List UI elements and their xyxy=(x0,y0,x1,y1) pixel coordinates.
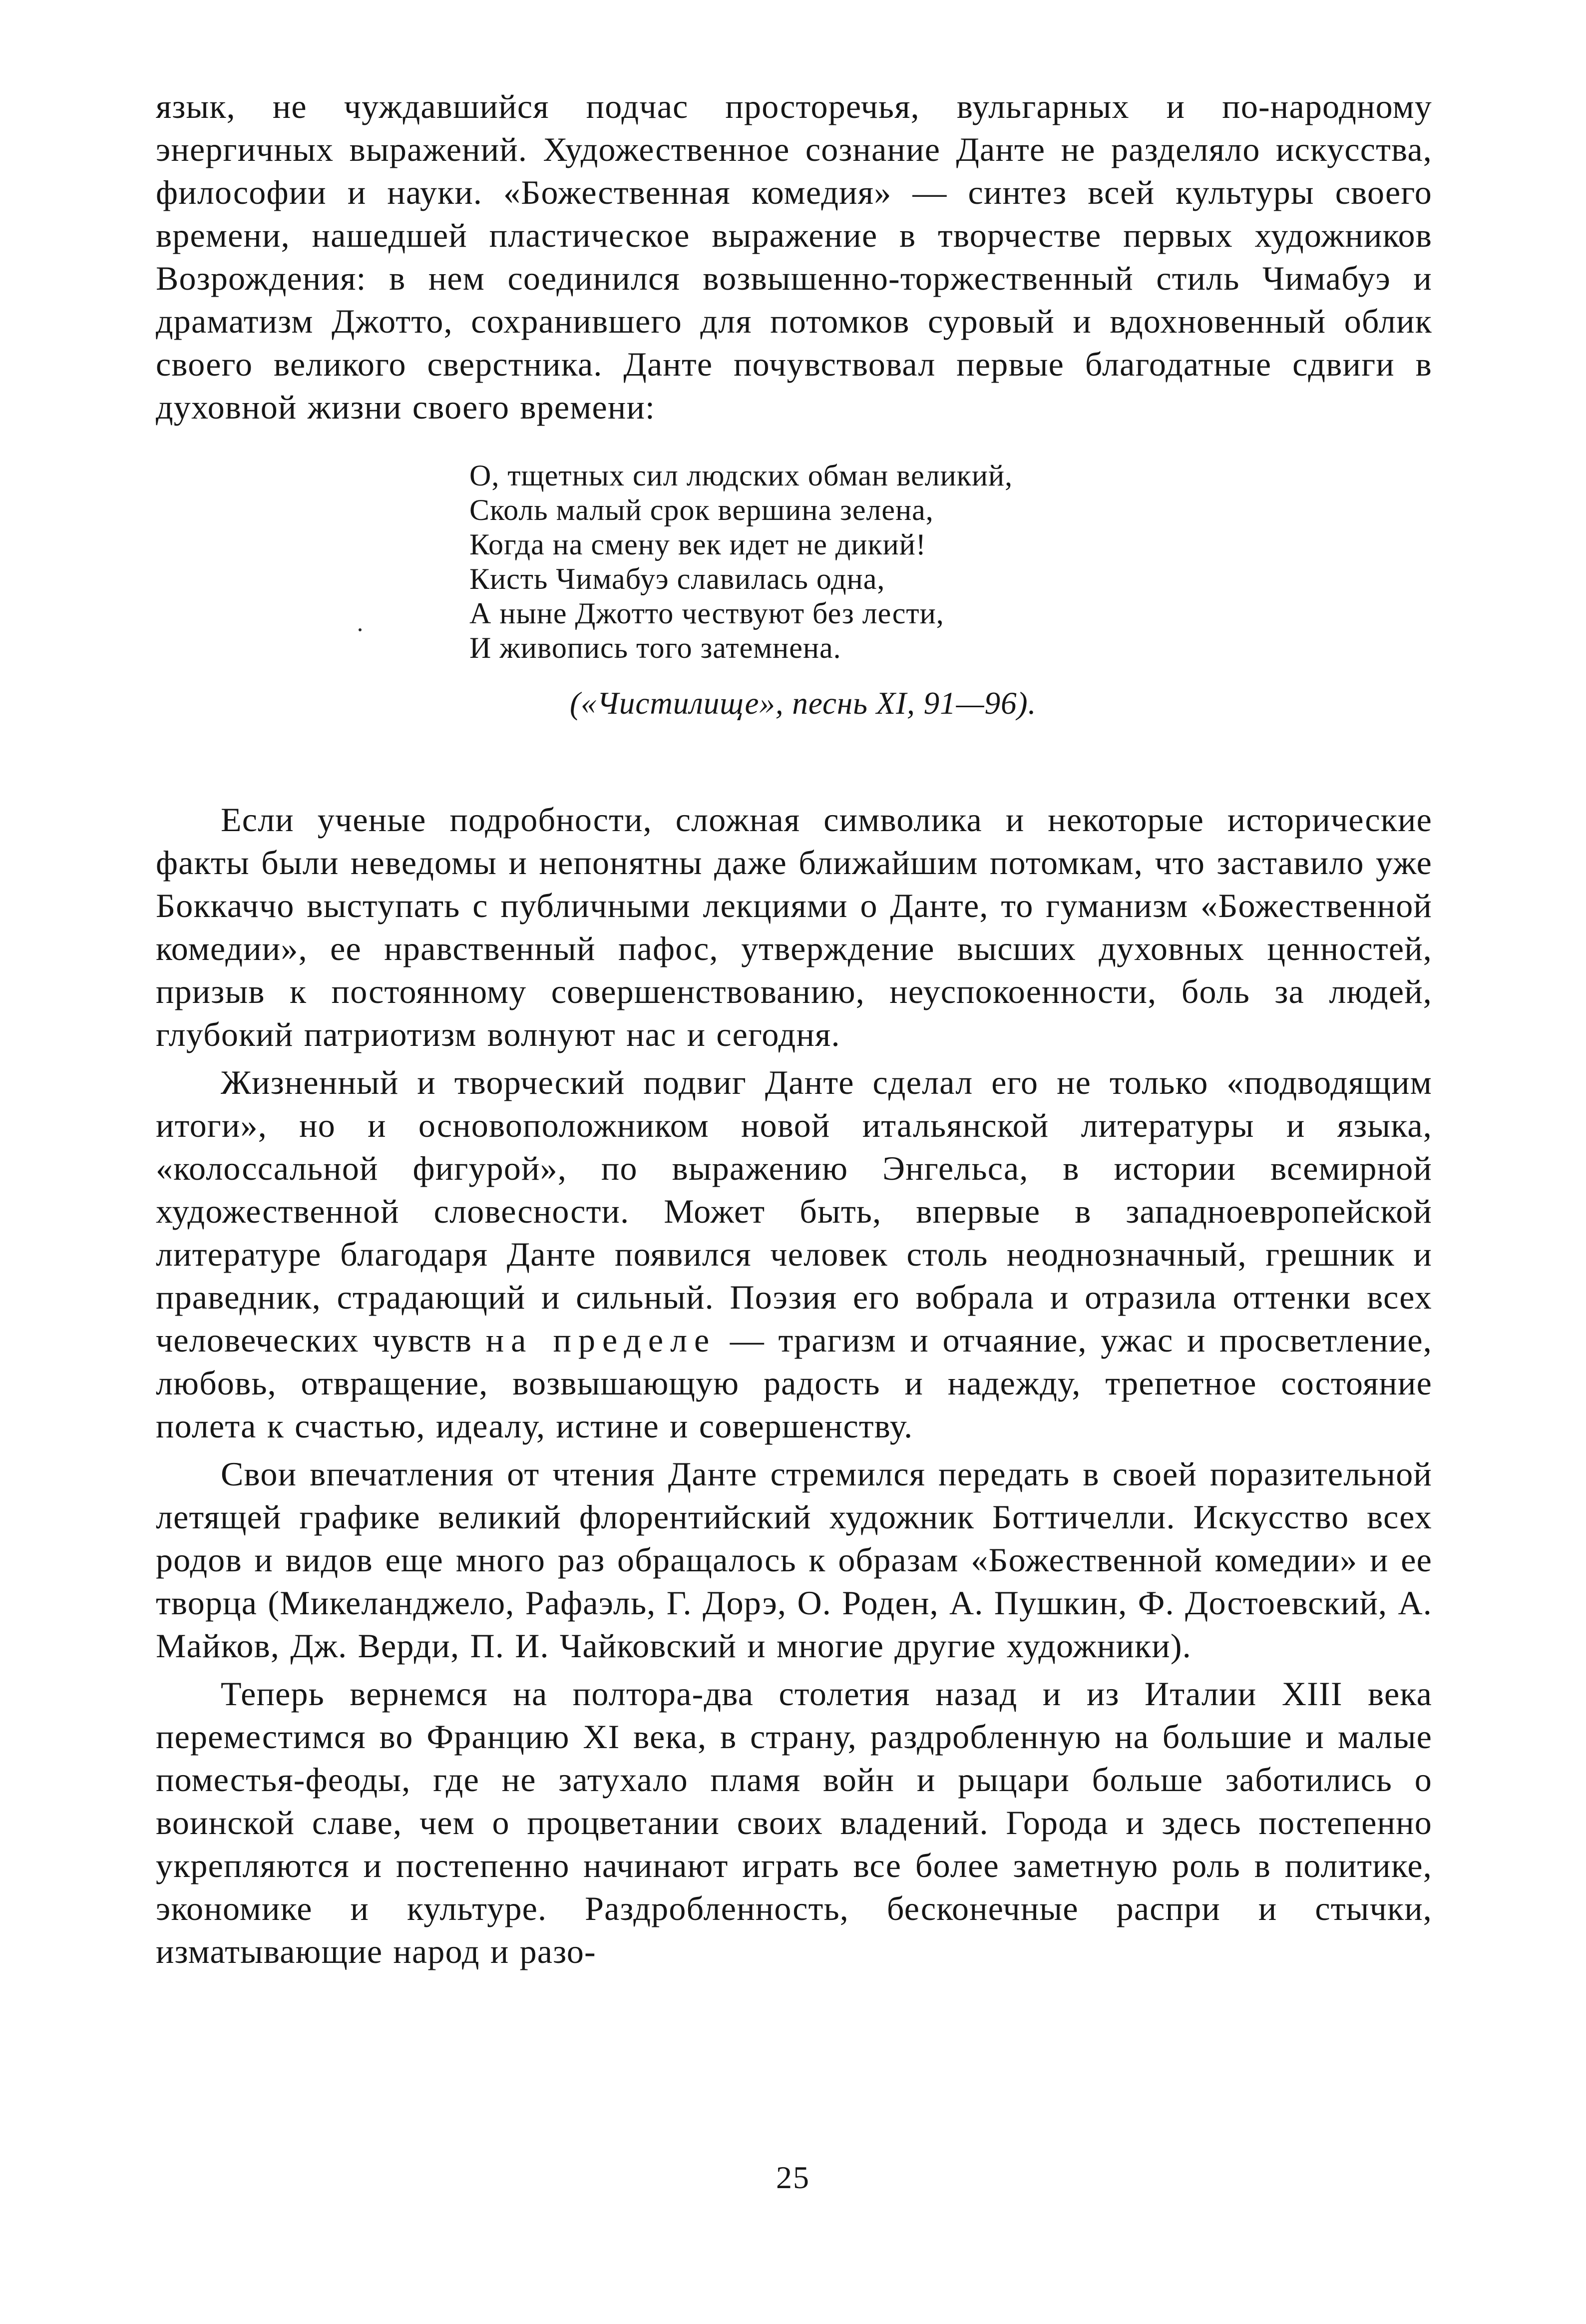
text-column xyxy=(156,85,1432,1973)
verse-quote xyxy=(469,459,1432,665)
verse-line: Сколь малый срок вершина зелена, xyxy=(469,493,934,526)
paragraph-text: — трагизм и отчаяние, ужас и просветление, любовь, отвращение, возвышающую радость и надежду, трепетное состояние полета к счастью, идеалу, истине и совершенству. xyxy=(156,1321,1432,1445)
opening-paragraph: язык, не чуждавшийся подчас просторечья, вульгарных и по-народному энергичных выражений. Художественное сознание Данте не разделяло искусства, философии и науки. «Божественная комедия» — синтез всей культуры своего времени, нашедшей пластическое выражение в творчестве первых художников Возрождения: в нем соединился возвышенно-торжественный стиль Чимабуэ и драматизм Джотто, сохранившего для потомков суровый и вдохновенный облик своего великого сверстника. Данте почувствовал первые благодатные сдвиги в духовной жизни своего времени: xyxy=(156,87,1432,426)
scan-speck xyxy=(359,628,362,631)
verse-line: О, тщетных сил людских обман великий, xyxy=(469,459,1013,492)
paragraph-botticelli: Свои впечатления от чтения Данте стремился передать в своей поразительной летящей графике великий флорентийский художник Боттичелли. Искусство всех родов и видов еще много раз обращалось к образам «Божественной комедии» и ее творца (Микеланджело, Рафаэль, Г. Дорэ, О. Роден, А. Пушкин, Ф. Достоевский, А. Майков, Дж. Верди, П. И. Чайковский и многие другие художники). xyxy=(156,1455,1432,1665)
paragraph-text: Жизненный и творческий подвиг Данте сделал его не только «подводящим итоги», но и основоположником новой итальянской литературы и языка, «колоссальной фигурой», по выражению Энгельса, в истории всемирной художественной словесности. Может быть, впервые в западноевропейской литературе благодаря Данте появился человек столь неоднозначный, грешник и праведник, страдающий и сильный. Поэзия его вобрала и отразила оттенки всех человеческих чувств xyxy=(156,1063,1432,1359)
verse-line: И живопись того затемнена. xyxy=(469,631,841,664)
verse-line: А ныне Джотто чествуют без лести, xyxy=(469,597,944,630)
paragraph-boccaccio: Если ученые подробности, сложная символика и некоторые исторические факты были неведомы и непонятны даже ближайшим потомкам, что заставило уже Боккаччо выступать с публичными лекциями о Данте, то гуманизм «Божественной комедии», ее нравственный пафос, утверждение высших духовных ценностей, призыв к постоянному совершенствованию, неуспокоенности, боль за людей, глубокий патриотизм волнуют нас и сегодня. xyxy=(156,801,1432,1053)
verse-line: Когда на смену век идет не дикий! xyxy=(469,528,926,561)
paragraph-dante-legacy xyxy=(156,1061,1432,1447)
page-number: 25 xyxy=(776,2160,810,2195)
paragraph-france: Теперь вернемся на полтора-два столетия назад и из Италии XIII века переместимся во Францию XI века, в страну, раздробленную на большие и малые поместья-феоды, где не затухало пламя войн и рыцари больше заботились о воинской славе, чем о процветании своих владений. Города и здесь постепенно укрепляются и постепенно начинают играть все более заметную роль в политике, экономике и культуре. Раздробленность, бесконечные распри и стычки, изматывающие народ и разо- xyxy=(156,1675,1432,1970)
verse-line: Кисть Чимабуэ славилась одна, xyxy=(469,562,885,595)
spaced-emphasis: на пределе xyxy=(485,1321,717,1359)
verse-citation: («Чистилище», песнь XI, 91—96). xyxy=(570,686,1037,721)
